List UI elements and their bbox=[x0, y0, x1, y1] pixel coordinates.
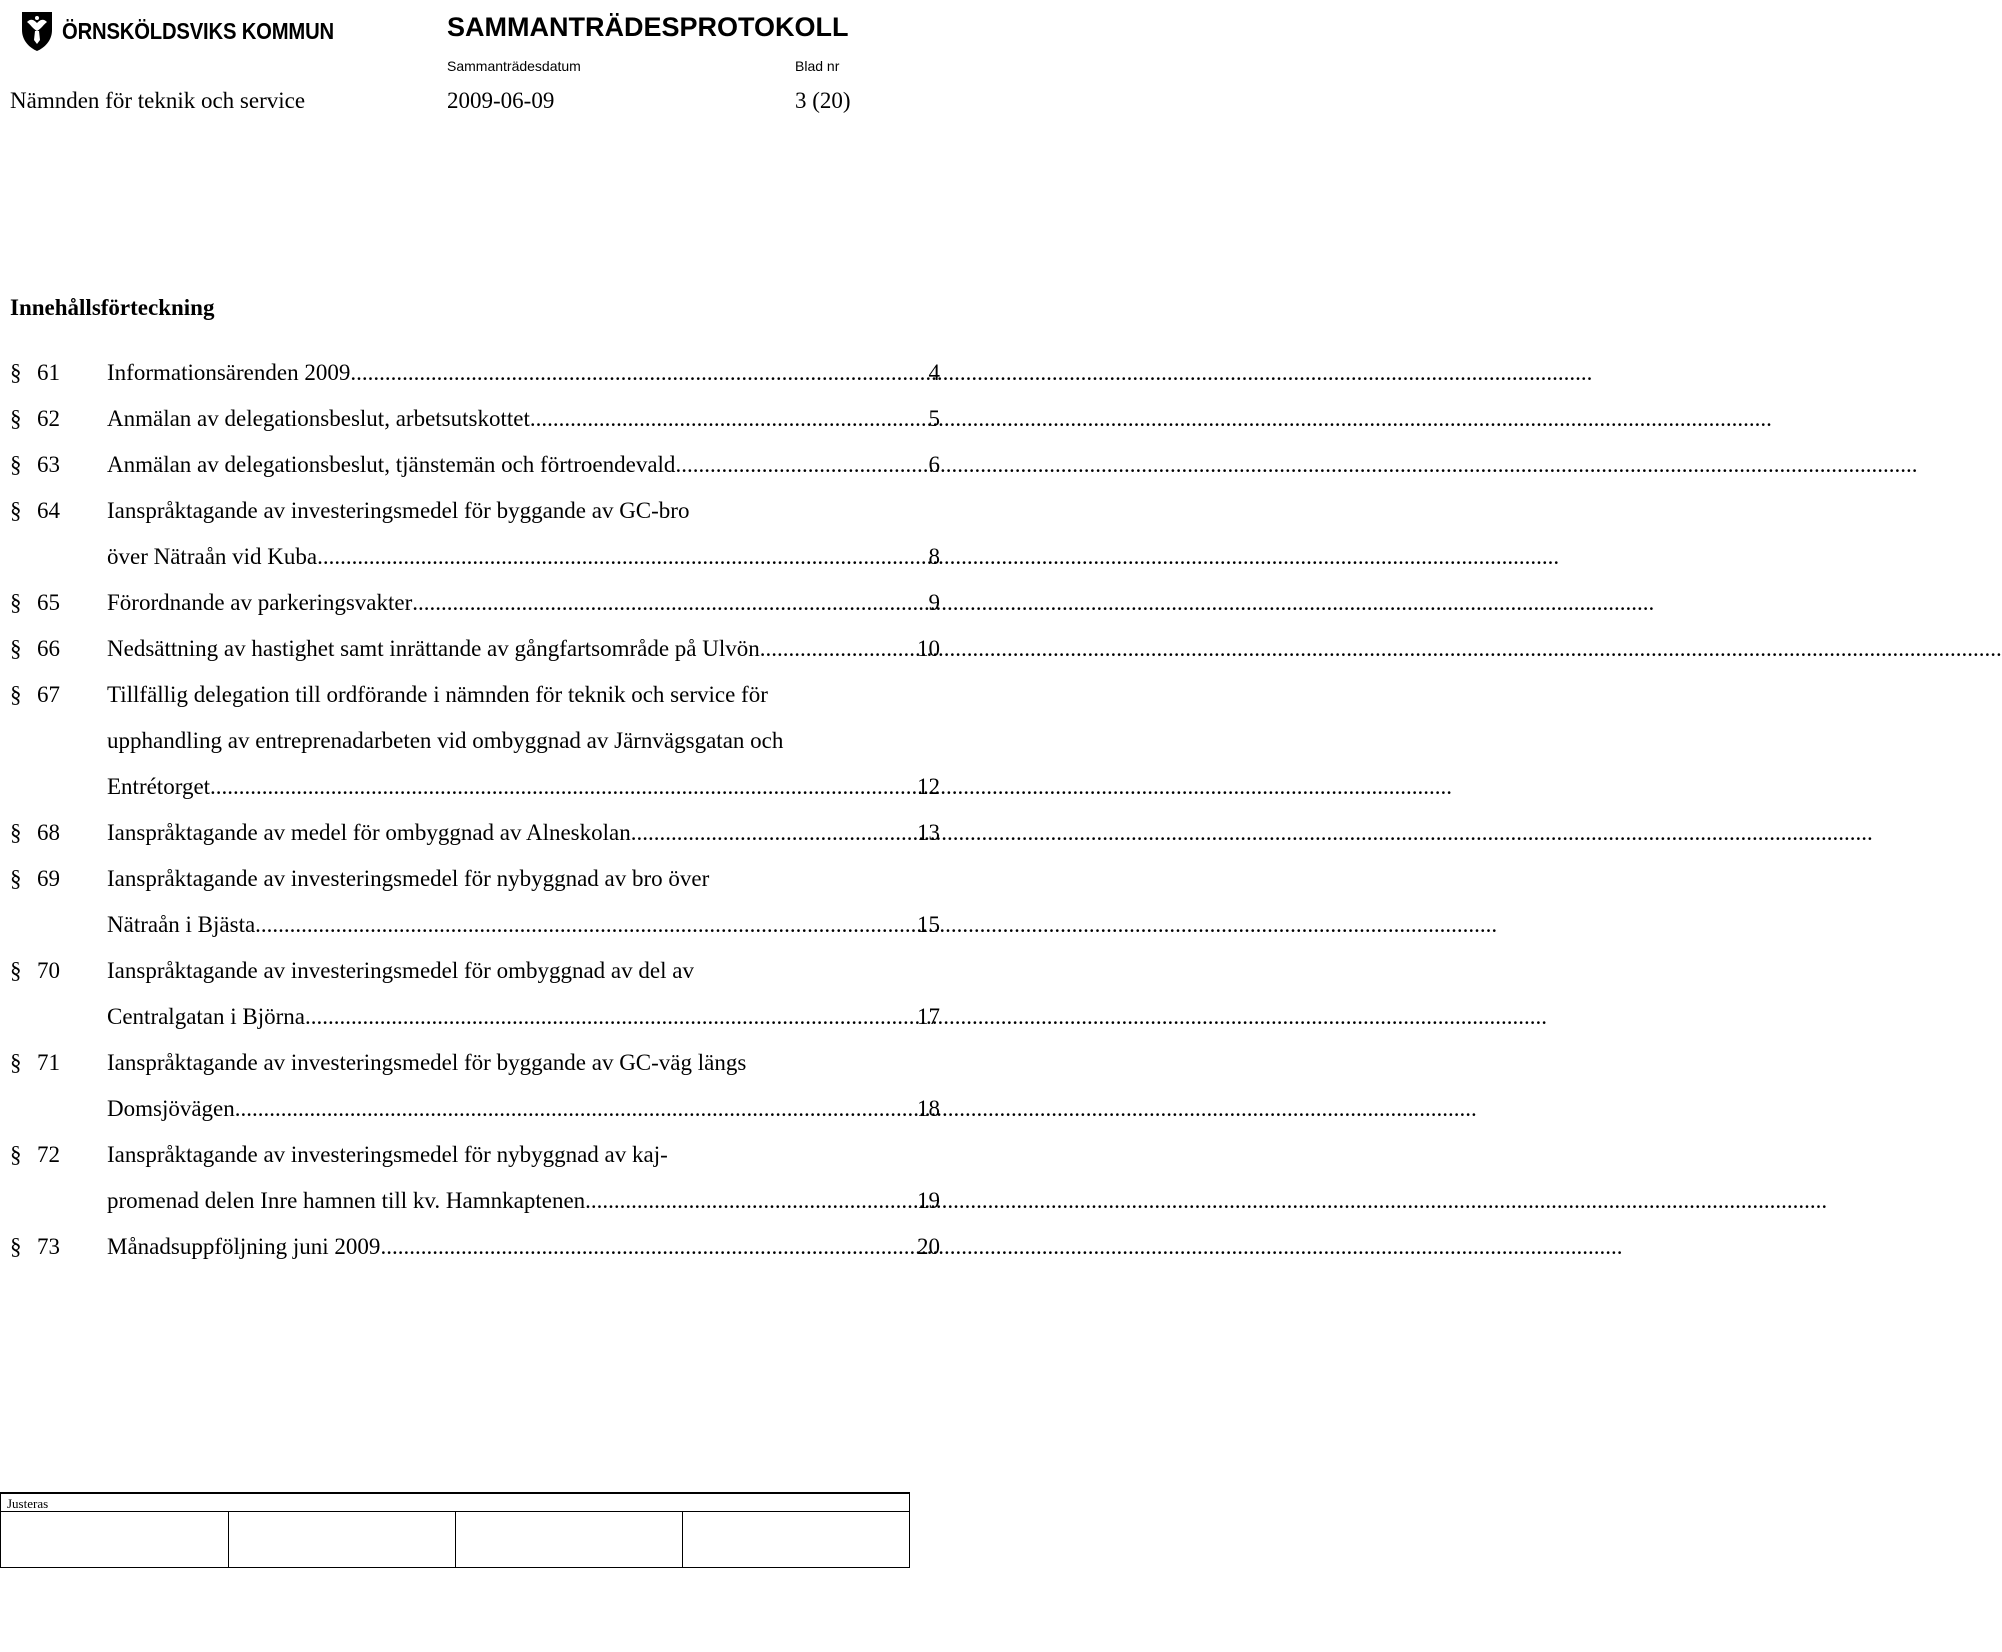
municipality-name: ÖRNSKÖLDSVIKS KOMMUN bbox=[62, 17, 334, 44]
toc-entry-title-line: Ianspråktagande av investeringsmedel för byggande av GC-väg längs bbox=[107, 1050, 747, 1075]
toc-section-number: 68 bbox=[37, 820, 60, 845]
toc-entry-last-line bbox=[107, 810, 940, 856]
toc-entry-body bbox=[107, 396, 940, 442]
dot-leader bbox=[380, 1224, 917, 1270]
toc-entry-last-line bbox=[107, 764, 940, 810]
dot-leader bbox=[235, 1086, 917, 1132]
toc-entry bbox=[10, 672, 940, 810]
toc-entry-body bbox=[107, 810, 940, 856]
toc-entry-title-line: Ianspråktagande av investeringsmedel för byggande av GC-bro bbox=[107, 498, 690, 523]
toc-entry-last-line bbox=[107, 1086, 940, 1132]
toc-entry bbox=[10, 1040, 940, 1132]
toc-entry-title-line: Ianspråktagande av investeringsmedel för nybyggnad av bro över bbox=[107, 866, 710, 891]
toc-entry-body bbox=[107, 1040, 940, 1132]
toc-entry-last-line bbox=[107, 626, 940, 672]
toc-entry-title-line: Anmälan av delegationsbeslut, tjänstemän och förtroendevald bbox=[107, 452, 676, 477]
dot-leader bbox=[631, 810, 917, 856]
municipality-logo bbox=[20, 8, 371, 54]
toc-page-number: 5 bbox=[928, 406, 940, 431]
dot-leader bbox=[530, 396, 929, 442]
toc-section-number: 72 bbox=[37, 1142, 60, 1167]
toc-page-number: 17 bbox=[917, 1004, 940, 1029]
toc-entry-title-line: Ianspråktagande av medel för ombyggnad av Alneskolan bbox=[107, 820, 631, 845]
toc-entry-title-line: Ianspråktagande av investeringsmedel för nybyggnad av kaj- bbox=[107, 1142, 668, 1167]
toc-page-number: 15 bbox=[917, 912, 940, 937]
section-symbol: § bbox=[10, 866, 22, 891]
toc-entry bbox=[10, 1224, 940, 1270]
toc-section-number: 64 bbox=[37, 498, 60, 523]
toc-section-number: 65 bbox=[37, 590, 60, 615]
toc-entry-last-line bbox=[107, 1224, 940, 1270]
toc-page-number: 8 bbox=[928, 544, 940, 569]
section-symbol: § bbox=[10, 360, 22, 385]
dot-leader bbox=[675, 442, 928, 488]
toc-entry-title-line: Månadsuppföljning juni 2009 bbox=[107, 1234, 381, 1259]
toc-entry-title-line: Ianspråktagande av investeringsmedel för ombyggnad av del av bbox=[107, 958, 694, 983]
toc-page-number: 6 bbox=[928, 452, 940, 477]
toc-entry-body bbox=[107, 856, 940, 948]
toc-entry-title-line: Anmälan av delegationsbeslut, arbetsutskottet bbox=[107, 406, 530, 431]
toc-entry bbox=[10, 810, 940, 856]
toc-entry bbox=[10, 396, 940, 442]
toc-entry-title-line: Nedsättning av hastighet samt inrättande av gångfartsområde på Ulvön bbox=[107, 636, 760, 661]
toc-section-number: 66 bbox=[37, 636, 60, 661]
section-symbol: § bbox=[10, 636, 22, 661]
document-type-title: SAMMANTRÄDESPROTOKOLL bbox=[447, 12, 849, 42]
section-symbol: § bbox=[10, 682, 22, 707]
toc-entry bbox=[10, 626, 940, 672]
meeting-date-label: Sammanträdesdatum bbox=[447, 58, 581, 74]
section-symbol: § bbox=[10, 1142, 22, 1167]
toc-entry bbox=[10, 350, 940, 396]
toc-entry-body bbox=[107, 1224, 940, 1270]
justeras-signature-grid bbox=[0, 1492, 910, 1568]
toc-entry-last-line bbox=[107, 1178, 940, 1224]
toc-entry bbox=[10, 1132, 940, 1224]
toc-section-number: 63 bbox=[37, 452, 60, 477]
toc-entry-body bbox=[107, 948, 940, 1040]
toc-section-number: 61 bbox=[37, 360, 60, 385]
dot-leader bbox=[305, 994, 917, 1040]
toc-entry-last-line bbox=[107, 994, 940, 1040]
table-of-contents bbox=[10, 350, 940, 1270]
toc-entry-body bbox=[107, 488, 940, 580]
toc-entry-title-line: Tillfällig delegation till ordförande i nämnden för teknik och service för bbox=[107, 682, 768, 707]
toc-entry-title-line: Entrétorget bbox=[107, 774, 211, 799]
toc-page-number: 18 bbox=[917, 1096, 940, 1121]
toc-entry-last-line bbox=[107, 442, 940, 488]
section-symbol: § bbox=[10, 590, 22, 615]
toc-entry-title-line: Nätraån i Bjästa bbox=[107, 912, 256, 937]
section-symbol: § bbox=[10, 820, 22, 845]
page-number-label: Blad nr bbox=[795, 58, 840, 74]
toc-entry-title-line: Domsjövägen bbox=[107, 1096, 235, 1121]
committee-name: Nämnden för teknik och service bbox=[10, 88, 306, 113]
toc-page-number: 10 bbox=[917, 636, 940, 661]
toc-entry-last-line bbox=[107, 902, 940, 948]
signature-cell-divider bbox=[228, 1511, 229, 1567]
signature-cell-divider bbox=[682, 1511, 683, 1567]
toc-entry-last-line bbox=[107, 396, 940, 442]
toc-entry-body bbox=[107, 672, 940, 810]
toc-entry-title-line: över Nätraån vid Kuba bbox=[107, 544, 318, 569]
dot-leader bbox=[317, 534, 928, 580]
toc-section-number: 70 bbox=[37, 958, 60, 983]
section-symbol: § bbox=[10, 452, 22, 477]
toc-entry bbox=[10, 488, 940, 580]
toc-entry-body bbox=[107, 626, 940, 672]
dot-leader bbox=[585, 1178, 917, 1224]
toc-entry-body bbox=[107, 580, 940, 626]
toc-entry-body bbox=[107, 442, 940, 488]
section-symbol: § bbox=[10, 958, 22, 983]
toc-entry-title-line: Informationsärenden 2009 bbox=[107, 360, 351, 385]
dot-leader bbox=[210, 764, 917, 810]
toc-entry-last-line bbox=[107, 350, 940, 396]
toc-entry-body bbox=[107, 350, 940, 396]
dot-leader bbox=[760, 626, 917, 672]
toc-entry-title-line: upphandling av entreprenadarbeten vid ombyggnad av Järnvägsgatan och bbox=[107, 728, 784, 753]
toc-page-number: 12 bbox=[917, 774, 940, 799]
toc-entry-last-line bbox=[107, 534, 940, 580]
toc-section-number: 69 bbox=[37, 866, 60, 891]
dot-leader bbox=[255, 902, 917, 948]
toc-page-number: 9 bbox=[928, 590, 940, 615]
toc-entry bbox=[10, 442, 940, 488]
section-symbol: § bbox=[10, 498, 22, 523]
section-symbol: § bbox=[10, 1050, 22, 1075]
toc-entry-body bbox=[107, 1132, 940, 1224]
toc-page-number: 19 bbox=[917, 1188, 940, 1213]
toc-section-number: 67 bbox=[37, 682, 60, 707]
signature-cell-divider bbox=[455, 1511, 456, 1567]
page-number: 3 (20) bbox=[795, 88, 851, 113]
meeting-date: 2009-06-09 bbox=[447, 88, 555, 113]
section-symbol: § bbox=[10, 406, 22, 431]
justeras-label: Justeras bbox=[7, 1496, 49, 1511]
section-symbol: § bbox=[10, 1234, 22, 1259]
toc-section-number: 62 bbox=[37, 406, 60, 431]
toc-section-number: 73 bbox=[37, 1234, 60, 1259]
toc-entry bbox=[10, 856, 940, 948]
toc-entry bbox=[10, 948, 940, 1040]
toc-entry-title-line: promenad delen Inre hamnen till kv. Hamnkaptenen bbox=[107, 1188, 586, 1213]
toc-heading: Innehållsförteckning bbox=[10, 295, 215, 320]
dot-leader bbox=[350, 350, 928, 396]
toc-entry-title-line: Förordnande av parkeringsvakter bbox=[107, 590, 413, 615]
toc-entry bbox=[10, 580, 940, 626]
toc-page-number: 20 bbox=[917, 1234, 940, 1259]
coat-of-arms-icon bbox=[20, 10, 54, 52]
toc-entry-last-line bbox=[107, 580, 940, 626]
toc-page-number: 4 bbox=[928, 360, 940, 385]
dot-leader bbox=[412, 580, 928, 626]
toc-page-number: 13 bbox=[917, 820, 940, 845]
toc-entry-title-line: Centralgatan i Björna bbox=[107, 1004, 305, 1029]
toc-section-number: 71 bbox=[37, 1050, 60, 1075]
